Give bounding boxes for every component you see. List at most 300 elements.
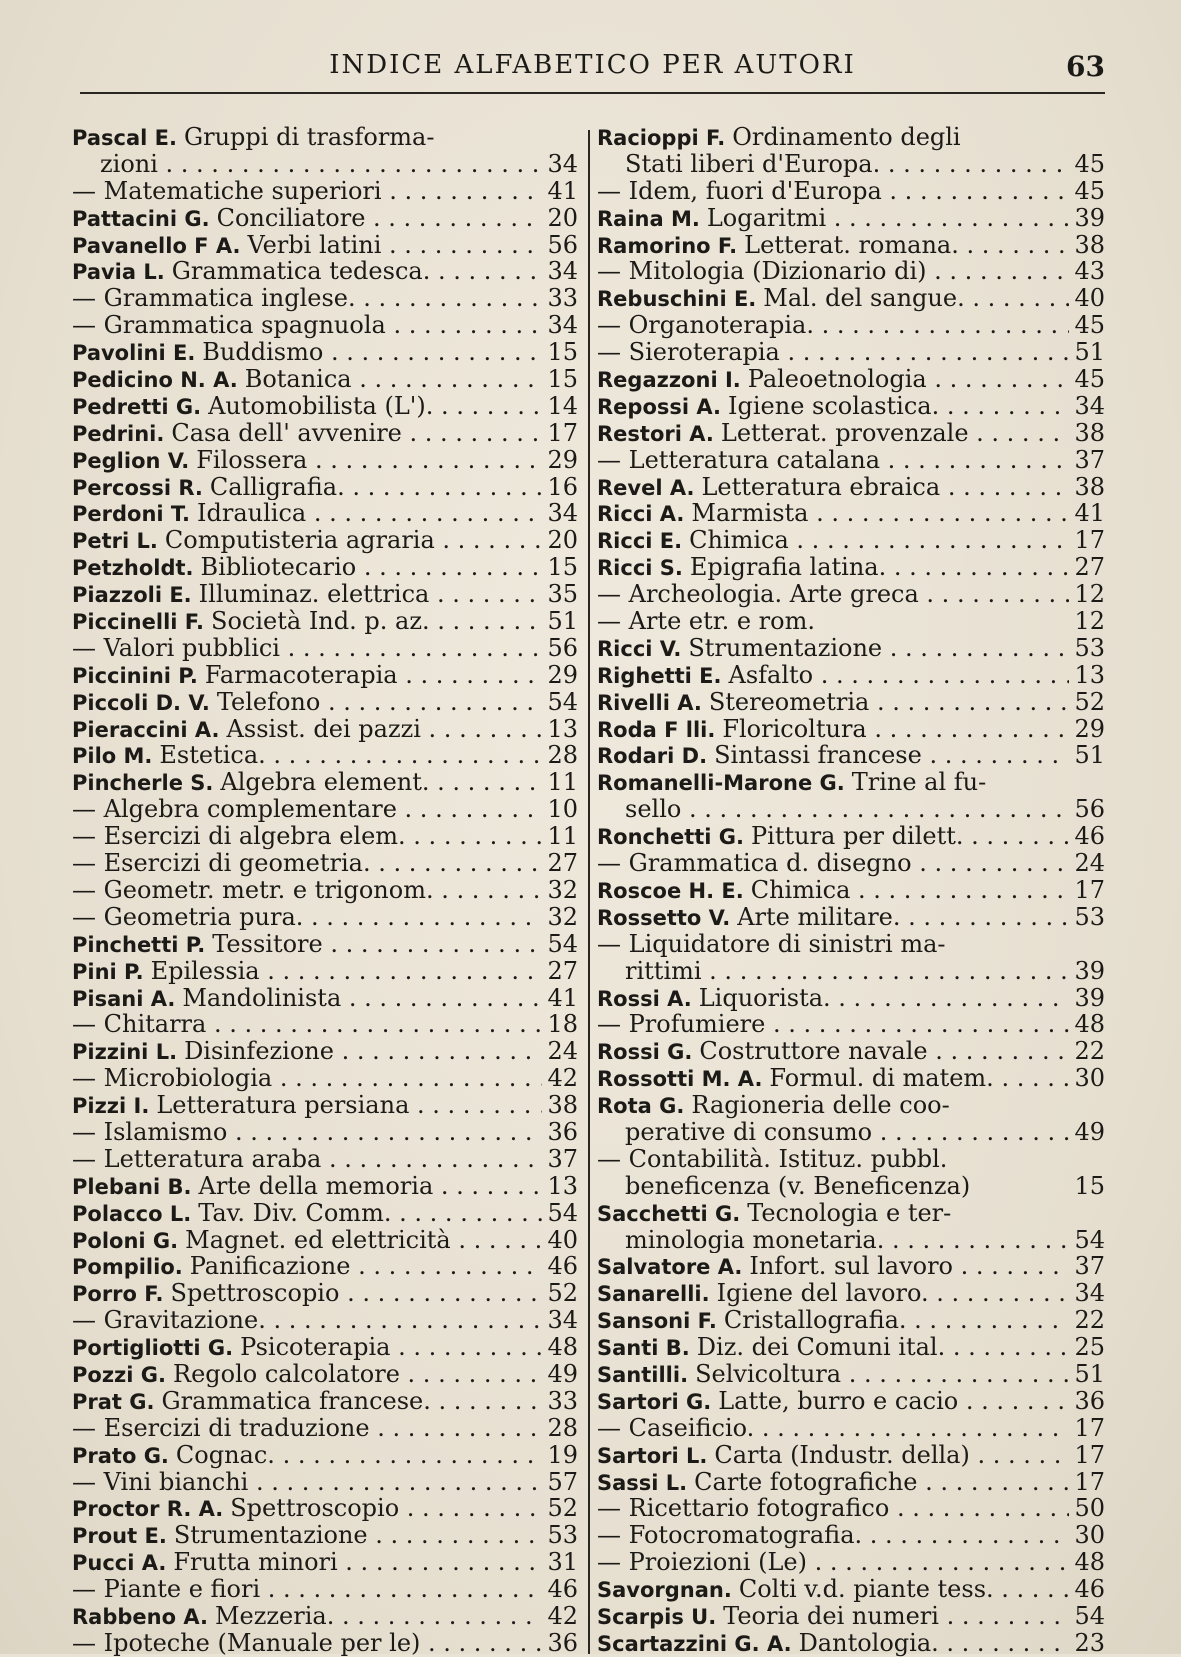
index-entry bbox=[597, 662, 1105, 689]
entry-author: Pattacini G. bbox=[72, 206, 210, 231]
entry-title: sello bbox=[625, 796, 682, 824]
entry-author: Pizzi I. bbox=[72, 1094, 150, 1119]
entry-title: Estetica. bbox=[159, 742, 266, 770]
entry-page-number: 28 bbox=[547, 742, 578, 770]
entry-page-number: 46 bbox=[1074, 823, 1105, 851]
entry-author: Santilli. bbox=[597, 1362, 689, 1387]
entry-text bbox=[72, 420, 542, 447]
entry-page-number: 29 bbox=[1074, 715, 1105, 743]
entry-author: Polacco L. bbox=[72, 1201, 192, 1226]
entry-page-number: 56 bbox=[1074, 796, 1105, 824]
entry-title: Mandolinista bbox=[182, 984, 342, 1012]
entry-author: Prout E. bbox=[72, 1524, 167, 1549]
entry-title: Letteratura persiana bbox=[156, 1092, 410, 1119]
entry-author: Petri L. bbox=[72, 529, 158, 554]
entry-page-number: 43 bbox=[1074, 258, 1105, 286]
entry-author: Rodari D. bbox=[597, 744, 708, 769]
entry-page-number: 39 bbox=[1074, 957, 1105, 985]
entry-page-number: 38 bbox=[547, 1092, 578, 1119]
index-entry bbox=[72, 877, 578, 904]
entry-title: — Sieroterapia bbox=[597, 339, 780, 367]
entry-title: Diz. dei Comuni ital. bbox=[696, 1334, 946, 1361]
entry-author: Raina M. bbox=[597, 206, 700, 231]
index-entry bbox=[597, 796, 1105, 823]
entry-text bbox=[72, 1038, 542, 1065]
entry-text bbox=[72, 1415, 542, 1442]
entry-page-number: 29 bbox=[547, 446, 578, 474]
entry-title: Mal. del sangue. bbox=[763, 285, 965, 313]
entry-author: Petzholdt. bbox=[72, 556, 194, 581]
entry-text bbox=[597, 689, 1069, 716]
entry-text bbox=[597, 985, 1069, 1012]
entry-title: — Geometria pura. bbox=[72, 903, 304, 931]
entry-title: — Fotocromatografia. bbox=[597, 1522, 863, 1550]
entry-page-number: 17 bbox=[1074, 876, 1105, 904]
index-entry bbox=[597, 769, 1105, 796]
entry-page-number: 17 bbox=[1074, 527, 1105, 555]
entry-title: — Matematiche superiori bbox=[72, 177, 382, 205]
index-entry bbox=[72, 581, 578, 608]
index-entry bbox=[72, 1469, 578, 1496]
entry-text bbox=[72, 689, 542, 716]
entry-title: Illuminaz. elettrica bbox=[198, 581, 430, 609]
entry-author: Repossi A. bbox=[597, 394, 722, 419]
entry-page-number: 15 bbox=[547, 339, 578, 367]
entry-page-number: 29 bbox=[547, 661, 578, 689]
entry-page-number: 45 bbox=[1074, 312, 1105, 340]
index-entry bbox=[72, 1442, 578, 1469]
entry-title: Costruttore navale bbox=[699, 1038, 928, 1066]
entry-title: Automobilista (L'). bbox=[208, 392, 434, 420]
index-entry bbox=[597, 1065, 1105, 1092]
index-entry bbox=[597, 742, 1105, 769]
entry-page-number: 15 bbox=[1074, 1172, 1105, 1200]
entry-text bbox=[72, 796, 542, 823]
entry-title: Selvicoltura bbox=[695, 1360, 842, 1388]
entry-author: Rabbeno A. bbox=[72, 1604, 208, 1629]
entry-text bbox=[72, 1361, 542, 1388]
entry-page-number: 48 bbox=[1074, 1011, 1105, 1039]
entry-text bbox=[597, 1469, 1069, 1496]
entry-title: Letteratura ebraica bbox=[701, 473, 941, 501]
entry-text bbox=[597, 1038, 1069, 1065]
entry-text bbox=[597, 447, 1069, 474]
entry-text bbox=[597, 258, 1069, 285]
entry-page-number: 17 bbox=[1074, 1468, 1105, 1496]
entry-page-number: 13 bbox=[547, 1172, 578, 1200]
entry-text bbox=[72, 904, 542, 931]
entry-title: — Esercizi di traduzione bbox=[72, 1414, 370, 1442]
entry-page-number: 42 bbox=[547, 1065, 578, 1093]
entry-text bbox=[72, 554, 542, 581]
entry-text bbox=[597, 1011, 1069, 1038]
index-entry bbox=[597, 420, 1105, 447]
entry-text bbox=[72, 742, 542, 769]
index-entry bbox=[597, 1038, 1105, 1065]
entry-text bbox=[597, 1119, 1069, 1146]
entry-title: — Grammatica d. disegno bbox=[597, 850, 912, 877]
entry-page-number: 34 bbox=[547, 1307, 578, 1335]
entry-title: Cristallografia. bbox=[723, 1307, 907, 1335]
entry-text bbox=[72, 1469, 542, 1496]
entry-title: Strumentazione bbox=[173, 1522, 368, 1550]
entry-text bbox=[597, 823, 1069, 850]
index-entry bbox=[597, 447, 1105, 474]
entry-author: Pilo M. bbox=[72, 744, 153, 769]
entry-page-number: 42 bbox=[547, 1602, 578, 1630]
entry-page-number: 54 bbox=[547, 1199, 578, 1227]
entry-title: — Letteratura araba bbox=[72, 1145, 322, 1173]
entry-title: Frutta minori bbox=[173, 1549, 338, 1577]
entry-author: Scartazzini G. A. bbox=[597, 1631, 792, 1656]
index-entry bbox=[597, 716, 1105, 743]
entry-author: Rossi G. bbox=[597, 1040, 693, 1065]
entry-text bbox=[72, 232, 542, 259]
entry-title: Ragioneria delle coo- bbox=[691, 1092, 950, 1119]
index-entry bbox=[597, 1092, 1105, 1119]
entry-title: Farmacoterapia bbox=[204, 661, 398, 689]
entry-page-number: 56 bbox=[547, 231, 578, 259]
entry-text bbox=[72, 1522, 542, 1549]
entry-title: Regolo calcolatore bbox=[173, 1360, 400, 1388]
index-entry bbox=[72, 1038, 578, 1065]
index-entry bbox=[597, 1011, 1105, 1038]
entry-text bbox=[597, 608, 1069, 635]
entry-page-number: 48 bbox=[1074, 1549, 1105, 1577]
entry-text bbox=[72, 958, 542, 985]
entry-text bbox=[72, 1146, 542, 1173]
entry-author: Regazzoni I. bbox=[597, 368, 741, 393]
entry-title: Infort. sul lavoro bbox=[749, 1253, 953, 1281]
entry-text bbox=[597, 1253, 1069, 1280]
entry-text bbox=[597, 393, 1069, 420]
entry-title: minologia monetaria. bbox=[625, 1226, 885, 1254]
entry-title: Magnet. ed elettricità bbox=[185, 1226, 451, 1254]
index-entry bbox=[72, 554, 578, 581]
entry-title: — Grammatica spagnuola bbox=[72, 312, 386, 340]
entry-title: Disinfezione bbox=[184, 1038, 334, 1066]
index-entry bbox=[597, 312, 1105, 339]
column-divider bbox=[588, 130, 590, 1654]
index-entry bbox=[72, 474, 578, 501]
entry-text bbox=[597, 581, 1069, 608]
entry-title: — Microbiologia bbox=[72, 1065, 273, 1093]
entry-page-number: 30 bbox=[1074, 1065, 1105, 1093]
index-entry bbox=[597, 904, 1105, 931]
index-entry bbox=[72, 1173, 578, 1200]
entry-text bbox=[597, 1388, 1069, 1415]
entry-page-number: 52 bbox=[547, 1495, 578, 1523]
index-entry bbox=[72, 151, 578, 178]
entry-page-number: 37 bbox=[1074, 446, 1105, 474]
entry-text bbox=[72, 500, 542, 527]
entry-text bbox=[597, 877, 1069, 904]
entry-text bbox=[72, 1011, 542, 1038]
entry-page-number: 54 bbox=[547, 688, 578, 716]
entry-page-number: 46 bbox=[547, 1576, 578, 1603]
index-entry bbox=[597, 285, 1105, 312]
entry-page-number: 38 bbox=[1074, 419, 1105, 447]
index-entry bbox=[72, 1119, 578, 1146]
entry-title: Tav. Div. Comm. bbox=[198, 1199, 392, 1227]
entry-author: Sassi L. bbox=[597, 1470, 688, 1495]
entry-text bbox=[72, 151, 542, 178]
entry-text bbox=[72, 205, 542, 232]
entry-page-number: 11 bbox=[547, 769, 578, 797]
entry-page-number: 30 bbox=[1074, 1522, 1105, 1550]
entry-text bbox=[72, 1334, 542, 1361]
entry-title: Asfalto bbox=[728, 661, 814, 689]
entry-author: Pascal E. bbox=[72, 126, 177, 150]
entry-author: Pozzi G. bbox=[72, 1362, 166, 1387]
index-entry bbox=[597, 1576, 1105, 1603]
index-entry bbox=[72, 769, 578, 796]
entry-title: Dantologia. bbox=[798, 1629, 939, 1657]
entry-page-number: 37 bbox=[1074, 1253, 1105, 1281]
entry-page-number: 54 bbox=[547, 930, 578, 958]
entry-title: Bibliotecario bbox=[200, 554, 357, 582]
entry-page-number: 54 bbox=[1074, 1602, 1105, 1630]
entry-text bbox=[597, 904, 1069, 931]
index-entry bbox=[597, 500, 1105, 527]
entry-page-number: 57 bbox=[547, 1468, 578, 1496]
entry-text bbox=[597, 1361, 1069, 1388]
entry-text bbox=[597, 420, 1069, 447]
entry-author: Piccinini P. bbox=[72, 663, 198, 688]
entry-text bbox=[597, 1227, 1069, 1254]
entry-text bbox=[597, 1522, 1069, 1549]
entry-page-number: 51 bbox=[1074, 1360, 1105, 1388]
entry-title: Mezzeria. bbox=[214, 1602, 335, 1630]
entry-title: Marmista bbox=[691, 500, 809, 528]
index-entry bbox=[597, 1227, 1105, 1254]
entry-page-number: 17 bbox=[1074, 1441, 1105, 1469]
entry-title: Trine al fu- bbox=[851, 769, 987, 797]
index-entry bbox=[72, 1522, 578, 1549]
entry-title: — Proiezioni (Le) bbox=[597, 1549, 807, 1577]
entry-author: Ramorino F. bbox=[597, 233, 738, 258]
entry-title: Carte fotografiche bbox=[694, 1468, 918, 1496]
entry-author: Revel A. bbox=[597, 475, 695, 500]
page-title: INDICE ALFABETICO PER AUTORI bbox=[329, 50, 856, 80]
index-entry bbox=[597, 205, 1105, 232]
entry-page-number: 45 bbox=[1074, 150, 1105, 178]
entry-title: Sintassi francese bbox=[714, 742, 922, 770]
entry-text bbox=[72, 1630, 542, 1657]
entry-text bbox=[72, 1549, 542, 1576]
entry-author: Piccinelli F. bbox=[72, 610, 205, 635]
entry-title: — Ipoteche (Manuale per le) bbox=[72, 1629, 421, 1657]
index-entry bbox=[597, 1415, 1105, 1442]
entry-text bbox=[597, 931, 1069, 958]
index-entry bbox=[597, 151, 1105, 178]
index-entry bbox=[597, 527, 1105, 554]
entry-page-number: 39 bbox=[1074, 204, 1105, 232]
entry-text bbox=[72, 1495, 542, 1522]
entry-text bbox=[72, 1307, 542, 1334]
entry-page-number: 46 bbox=[1074, 1576, 1105, 1603]
index-entry bbox=[72, 232, 578, 259]
entry-page-number: 34 bbox=[547, 312, 578, 340]
entry-page-number: 25 bbox=[1074, 1334, 1105, 1361]
entry-page-number: 34 bbox=[1074, 392, 1105, 420]
entry-text bbox=[72, 716, 542, 743]
entry-title: Panificazione bbox=[189, 1253, 351, 1281]
entry-text bbox=[72, 1227, 542, 1254]
index-entry bbox=[597, 474, 1105, 501]
index-entry bbox=[597, 1522, 1105, 1549]
entry-page-number: 14 bbox=[547, 392, 578, 420]
index-entry bbox=[597, 258, 1105, 285]
entry-title: Botanica bbox=[244, 366, 352, 393]
entry-text bbox=[72, 178, 542, 205]
entry-author: Pucci A. bbox=[72, 1551, 167, 1576]
entry-author: Ricci S. bbox=[597, 556, 683, 581]
entry-title: Spettroscopio bbox=[170, 1280, 340, 1308]
entry-text bbox=[72, 985, 542, 1012]
entry-page-number: 17 bbox=[547, 419, 578, 447]
entry-page-number: 32 bbox=[547, 903, 578, 931]
entry-title: perative di consumo bbox=[625, 1118, 873, 1146]
entry-page-number: 37 bbox=[547, 1145, 578, 1173]
entry-page-number: 39 bbox=[1074, 984, 1105, 1012]
entry-author: Santi B. bbox=[597, 1336, 690, 1361]
entry-page-number: 51 bbox=[1074, 339, 1105, 367]
entry-page-number: 48 bbox=[547, 1334, 578, 1361]
entry-title: Epigrafia latina. bbox=[689, 554, 887, 582]
index-entry bbox=[72, 1361, 578, 1388]
index-entry bbox=[72, 124, 578, 151]
entry-author: Pedrini. bbox=[72, 421, 165, 446]
entry-page-number: 34 bbox=[1074, 1280, 1105, 1308]
entry-page-number: 41 bbox=[547, 984, 578, 1012]
entry-title: — Ricettario fotografico bbox=[597, 1495, 890, 1523]
entry-author: Prato G. bbox=[72, 1443, 169, 1468]
index-entry bbox=[597, 1253, 1105, 1280]
entry-text bbox=[72, 366, 542, 393]
entry-text bbox=[72, 1253, 542, 1280]
entry-author: Rossotti M. A. bbox=[597, 1067, 763, 1092]
entry-title: — Vini bianchi bbox=[72, 1468, 249, 1496]
entry-page-number: 34 bbox=[547, 500, 578, 528]
index-entry bbox=[597, 393, 1105, 420]
entry-title: Letterat. provenzale bbox=[720, 419, 969, 447]
entry-author: Pedicino N. A. bbox=[72, 368, 238, 393]
index-entry bbox=[72, 850, 578, 877]
entry-page-number: 38 bbox=[1074, 473, 1105, 501]
entry-text bbox=[72, 393, 542, 420]
index-entry bbox=[597, 178, 1105, 205]
entry-text bbox=[72, 1200, 542, 1227]
index-entry bbox=[597, 554, 1105, 581]
entry-page-number: 17 bbox=[1074, 1414, 1105, 1442]
entry-page-number: 52 bbox=[547, 1280, 578, 1308]
entry-page-number: 12 bbox=[1074, 581, 1105, 609]
index-entry bbox=[597, 339, 1105, 366]
entry-title: zioni bbox=[100, 150, 158, 178]
entry-text bbox=[597, 1146, 1069, 1173]
index-entry bbox=[72, 339, 578, 366]
entry-title: Tecnologia e ter- bbox=[747, 1199, 952, 1227]
entry-text bbox=[72, 1092, 542, 1119]
entry-author: Pavia L. bbox=[72, 260, 165, 285]
entry-text bbox=[597, 742, 1069, 769]
entry-title: Conciliatore bbox=[216, 204, 366, 232]
index-entry bbox=[597, 1280, 1105, 1307]
entry-page-number: 27 bbox=[1074, 554, 1105, 582]
entry-author: Perdoni T. bbox=[72, 502, 191, 527]
entry-title: — Chitarra bbox=[72, 1011, 207, 1039]
entry-page-number: 53 bbox=[1074, 634, 1105, 662]
index-entry bbox=[72, 1307, 578, 1334]
entry-text bbox=[597, 1442, 1069, 1469]
index-entry bbox=[597, 1307, 1105, 1334]
entry-text bbox=[597, 769, 1069, 796]
entry-title: — Grammatica inglese. bbox=[72, 285, 356, 313]
entry-author: Pini P. bbox=[72, 959, 144, 984]
entry-text bbox=[72, 635, 542, 662]
entry-title: Ordinamento degli bbox=[732, 124, 961, 151]
entry-title: — Profumiere bbox=[597, 1011, 766, 1039]
index-entry bbox=[72, 527, 578, 554]
entry-title: Arte della memoria bbox=[198, 1172, 434, 1200]
entry-title: Buddismo bbox=[202, 339, 324, 367]
entry-author: Percossi R. bbox=[72, 475, 203, 500]
entry-author: Racioppi F. bbox=[597, 126, 726, 150]
entry-text bbox=[597, 285, 1069, 312]
entry-title: — Gravitazione. bbox=[72, 1307, 266, 1335]
entry-author: Pinchetti P. bbox=[72, 932, 206, 957]
index-entry bbox=[72, 796, 578, 823]
entry-author: Romanelli-Marone G. bbox=[597, 771, 845, 796]
entry-title: — Caseificio. bbox=[597, 1414, 755, 1442]
entry-title: Grammatica francese. bbox=[161, 1387, 431, 1415]
index-column-left bbox=[72, 124, 578, 1657]
index-entry bbox=[72, 1388, 578, 1415]
entry-page-number: 50 bbox=[1074, 1495, 1105, 1523]
entry-text bbox=[72, 581, 542, 608]
index-entry bbox=[72, 1065, 578, 1092]
entry-page-number: 15 bbox=[547, 366, 578, 393]
entry-page-number: 51 bbox=[547, 608, 578, 635]
entry-text bbox=[72, 447, 542, 474]
entry-title: — Geometr. metr. e trigonom. bbox=[72, 876, 434, 904]
entry-text bbox=[72, 1442, 542, 1469]
entry-page-number: 40 bbox=[1074, 285, 1105, 313]
index-entry bbox=[597, 877, 1105, 904]
entry-text bbox=[597, 635, 1069, 662]
entry-title: Filossera bbox=[196, 446, 308, 474]
entry-title: Psicoterapia bbox=[240, 1334, 391, 1361]
entry-author: Pompilio. bbox=[72, 1255, 183, 1280]
entry-text bbox=[72, 1280, 542, 1307]
entry-page-number: 32 bbox=[547, 876, 578, 904]
entry-author: Proctor R. A. bbox=[72, 1497, 224, 1522]
index-entry bbox=[72, 1603, 578, 1630]
entry-title: — Archeologia. Arte greca bbox=[597, 581, 919, 609]
entry-page-number: 41 bbox=[547, 177, 578, 205]
entry-page-number: 10 bbox=[547, 796, 578, 824]
entry-author: Pisani A. bbox=[72, 986, 176, 1011]
entry-title: Logaritmi bbox=[706, 204, 827, 232]
entry-author: Rota G. bbox=[597, 1094, 685, 1119]
entry-text bbox=[597, 796, 1069, 823]
index-entry bbox=[72, 366, 578, 393]
index-entry bbox=[72, 1092, 578, 1119]
index-entry bbox=[72, 1495, 578, 1522]
index-entry bbox=[597, 850, 1105, 877]
entry-text bbox=[597, 554, 1069, 581]
